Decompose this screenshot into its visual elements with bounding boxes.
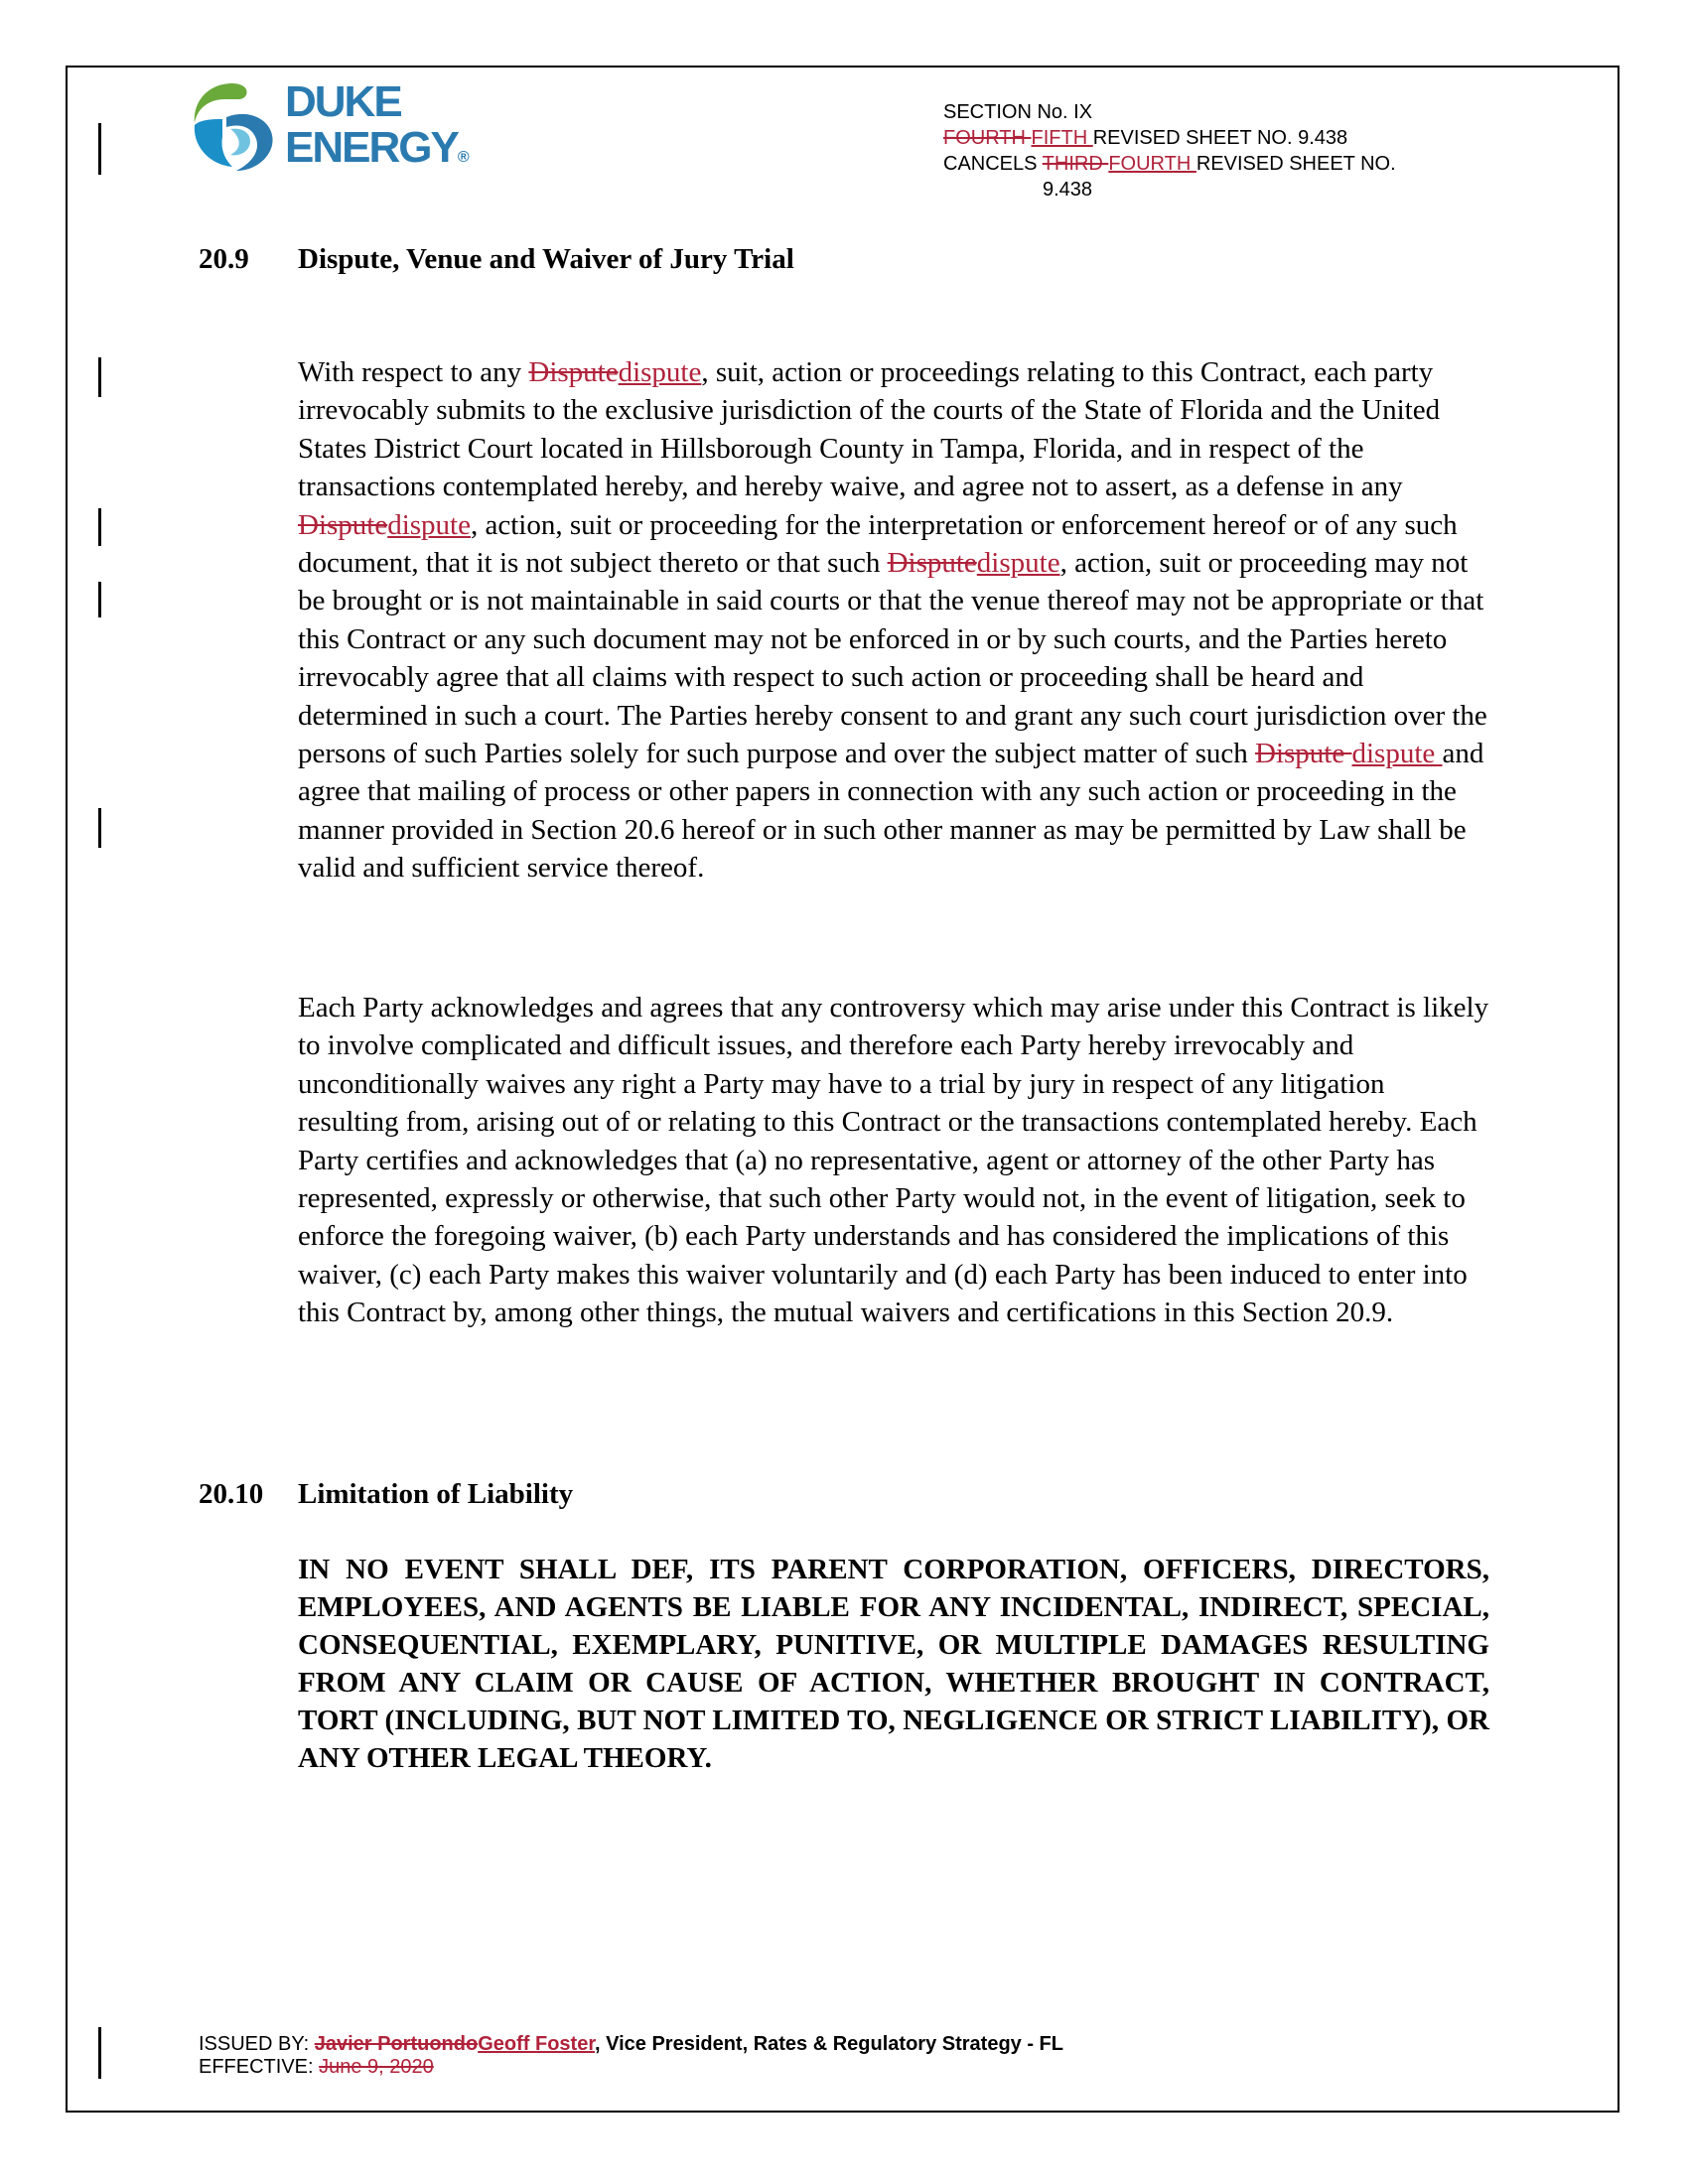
- section-number: 20.9: [199, 243, 249, 275]
- paragraph-jurisdiction: [298, 353, 1489, 887]
- inserted-text: FIFTH: [1031, 127, 1093, 149]
- deleted-text: June 9, 2020: [319, 2056, 434, 2078]
- paragraph-jury-waiver: Each Party acknowledges and agrees that any controversy which may arise under this Contract is likely to involve complicated and difficult issues, and therefore each Party hereby irrevocably and unconditionally waives any right a Party may have to a trial by jury in respect of any litigation resulting from, arising out of or relating to this Contract or the transactions contemplated hereby. Each Party certifies and acknowledges that (a) no representative, agent or attorney of the other Party has represented, expressly or otherwise, that such other Party would not, in the event of litigation, seek to enforce the foregoing waiver, (b) each Party understands and has considered the implications of this waiver, (c) each Party makes this waiver voluntarily and (d) each Party has been induced to enter into this Contract by, among other things, the mutual waivers and certifications in this Section 20.9.: [298, 992, 1489, 1329]
- section-title: Dispute, Venue and Waiver of Jury Trial: [298, 243, 794, 275]
- change-bar: [98, 2027, 101, 2079]
- body-text: With respect to any: [298, 356, 529, 388]
- logo-wordmark: [285, 79, 470, 181]
- deleted-text: Dispute: [298, 508, 388, 541]
- body-text: , action, suit or proceeding may not be brought or is not maintainable in said courts or that the venue thereof may not be appropriate or that this Contract or any such document may not be enforced in or by such courts, and the Parties hereto irrevocably agree that all claims with respect to such action or proceeding shall be heard and determined in such a court. The Parties hereby consent to and grant any such court jurisdiction over the persons of such Parties solely for such purpose and over the subject matter of such: [298, 547, 1487, 770]
- inserted-text: dispute: [976, 547, 1060, 580]
- logo-line-2: ENERGY: [285, 123, 458, 172]
- change-bar: [98, 508, 101, 546]
- inserted-text: dispute: [618, 356, 702, 388]
- deleted-text: Dispute: [1255, 738, 1352, 770]
- change-bar: [98, 582, 101, 617]
- deleted-text: Javier Portuondo: [314, 2033, 479, 2055]
- duke-energy-logo: [187, 79, 475, 179]
- cancels-suffix: REVISED SHEET NO.: [1196, 153, 1396, 175]
- paragraph-limitation: IN NO EVENT SHALL DEF, ITS PARENT CORPORATION, OFFICERS, DIRECTORS, EMPLOYEES, AND AGENTS BE LIABLE FOR ANY INCIDENTAL, INDIRECT, SPECIAL, CONSEQUENTIAL, EXEMPLARY, PUNITIVE, OR MULTIPLE DAMAGES RESULTING FROM ANY CLAIM OR CAUSE OF ACTION, WHETHER BROUGHT IN CONTRACT, TORT (INCLUDING, BUT NOT LIMITED TO, NEGLIGENCE OR STRICT LIABILITY), OR ANY OTHER LEGAL THEORY.: [298, 1554, 1489, 1774]
- change-bar: [98, 808, 101, 848]
- deleted-text: THIRD: [1042, 153, 1109, 175]
- cancels-line: [943, 151, 1396, 177]
- issuer-title: , Vice President, Rates & Regulatory Strategy - FL: [595, 2033, 1063, 2055]
- tariff-header: [943, 99, 1396, 203]
- effective-label: EFFECTIVE:: [199, 2056, 320, 2078]
- deleted-text: FOURTH: [943, 127, 1032, 149]
- section-heading-20-9: [199, 242, 794, 276]
- section-title: Limitation of Liability: [298, 1478, 574, 1510]
- sheet-suffix: REVISED SHEET NO. 9.438: [1092, 127, 1348, 149]
- footer: [199, 2033, 1063, 2079]
- issued-label: ISSUED BY:: [199, 2033, 315, 2055]
- logo-swirl-icon: [187, 79, 278, 179]
- inserted-text: Geoff Foster: [478, 2033, 595, 2055]
- logo-registered-mark: ®: [457, 149, 470, 166]
- logo-line-1: DUKE: [285, 77, 401, 126]
- inserted-text: dispute: [1351, 738, 1443, 770]
- section-number: SECTION No. IX: [943, 101, 1093, 123]
- inserted-text: FOURTH: [1108, 153, 1196, 175]
- effective-line: [199, 2056, 1063, 2079]
- cancels-prefix: CANCELS: [943, 153, 1043, 175]
- deleted-text: Dispute: [887, 547, 977, 580]
- change-bar: [98, 123, 101, 175]
- cancels-sheet-number: 9.438: [1043, 179, 1093, 201]
- section-number: 20.10: [199, 1478, 264, 1510]
- revised-sheet-line: [943, 125, 1396, 151]
- body-text: , suit, action or proceedings relating to this Contract, each party irrevocably submits to the exclusive jurisdiction of the courts of the State of Florida and the United States District Court located in Hillsborough County in Tampa, Florida, and in respect of the transactions contemplated hereby, and hereby waive, and agree not to assert, as a defense in any: [298, 356, 1441, 503]
- issued-by-line: [199, 2033, 1063, 2056]
- change-bar: [98, 357, 101, 397]
- body-text: and agree that mailing of process or other papers in connection with any such action or proceeding in the manner provided in Section 20.6 hereof or in such other manner as may be permitted by Law shall be valid and sufficient service thereof.: [298, 738, 1484, 885]
- body-text: , action, suit or proceeding for the interpretation or enforcement hereof or of any such document, that it is not subject thereto or that such: [298, 508, 1458, 580]
- deleted-text: Dispute: [528, 356, 619, 388]
- inserted-text: dispute: [387, 508, 471, 541]
- section-heading-20-10: [199, 1477, 573, 1511]
